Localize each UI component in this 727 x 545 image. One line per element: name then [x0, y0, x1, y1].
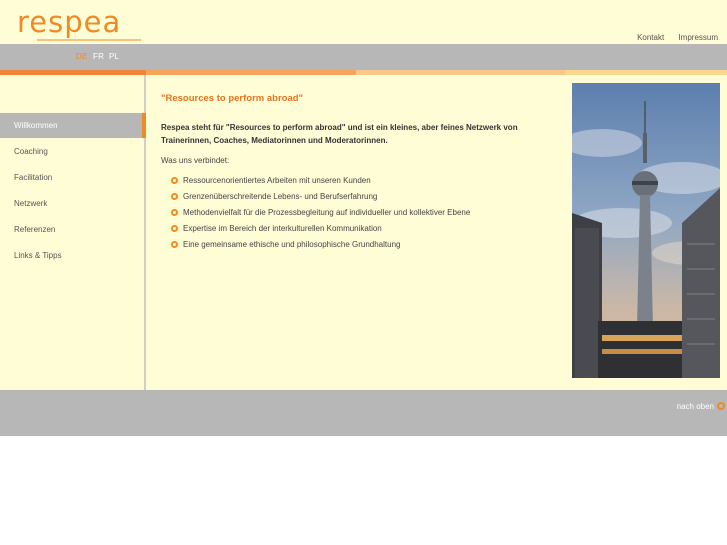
bullet-icon: [171, 193, 178, 200]
header: [0, 0, 727, 44]
lang-pl-link[interactable]: PL: [109, 52, 120, 61]
list-item: Grenzenüberschreitende Lebens- und Berufserfahrung: [171, 192, 470, 208]
to-top-link[interactable]: nach oben: [676, 402, 714, 411]
list-item: Methodenvielfalt für die Prozessbegleitung auf individueller und kollektiver Ebene: [171, 208, 470, 224]
list-item: Eine gemeinsame ethische und philosophische Grundhaltung: [171, 240, 470, 256]
lang-fr-link[interactable]: FR: [93, 52, 105, 61]
sidebar-item-referenzen[interactable]: Referenzen: [14, 225, 56, 234]
sidebar-item-links-tipps[interactable]: Links & Tipps: [14, 251, 62, 260]
bullet-icon: [171, 177, 178, 184]
page-title: "Resources to perform abroad": [161, 93, 304, 104]
sidebar: [0, 75, 146, 390]
kontakt-link[interactable]: Kontakt: [637, 33, 665, 42]
top-links: [625, 33, 718, 42]
list-item: Expertise im Bereich der interkulturellen Kommunikation: [171, 224, 470, 240]
sidebar-item-coaching[interactable]: Coaching: [14, 147, 48, 156]
bullet-icon: [171, 209, 178, 216]
footer: [0, 390, 727, 436]
sidebar-item-willkommen[interactable]: Willkommen: [0, 113, 146, 138]
sidebar-item-facilitation[interactable]: Facilitation: [14, 173, 53, 182]
logo-text: respea: [17, 8, 122, 39]
language-bar: [0, 44, 727, 70]
subheading: Was uns verbindet:: [161, 156, 230, 165]
tv-tower-photo: [572, 83, 720, 378]
sidebar-item-netzwerk[interactable]: Netzwerk: [14, 199, 48, 208]
arrow-up-icon[interactable]: [717, 402, 725, 410]
main-area: [0, 75, 727, 390]
bullet-icon: [171, 225, 178, 232]
bullet-icon: [171, 241, 178, 248]
intro-text: Respea steht für "Resources to perform abroad" und ist ein kleines, aber feines Netzwerk von Trainerinnen, Coaches, Mediatorinnen und Moderatorinnen.: [161, 123, 518, 145]
list-item: Ressourcenorientiertes Arbeiten mit unseren Kunden: [171, 176, 470, 192]
impressum-link[interactable]: Impressum: [678, 33, 718, 42]
logo[interactable]: [17, 8, 145, 44]
feature-list: [171, 176, 470, 256]
lang-de-link[interactable]: DE: [76, 52, 88, 61]
